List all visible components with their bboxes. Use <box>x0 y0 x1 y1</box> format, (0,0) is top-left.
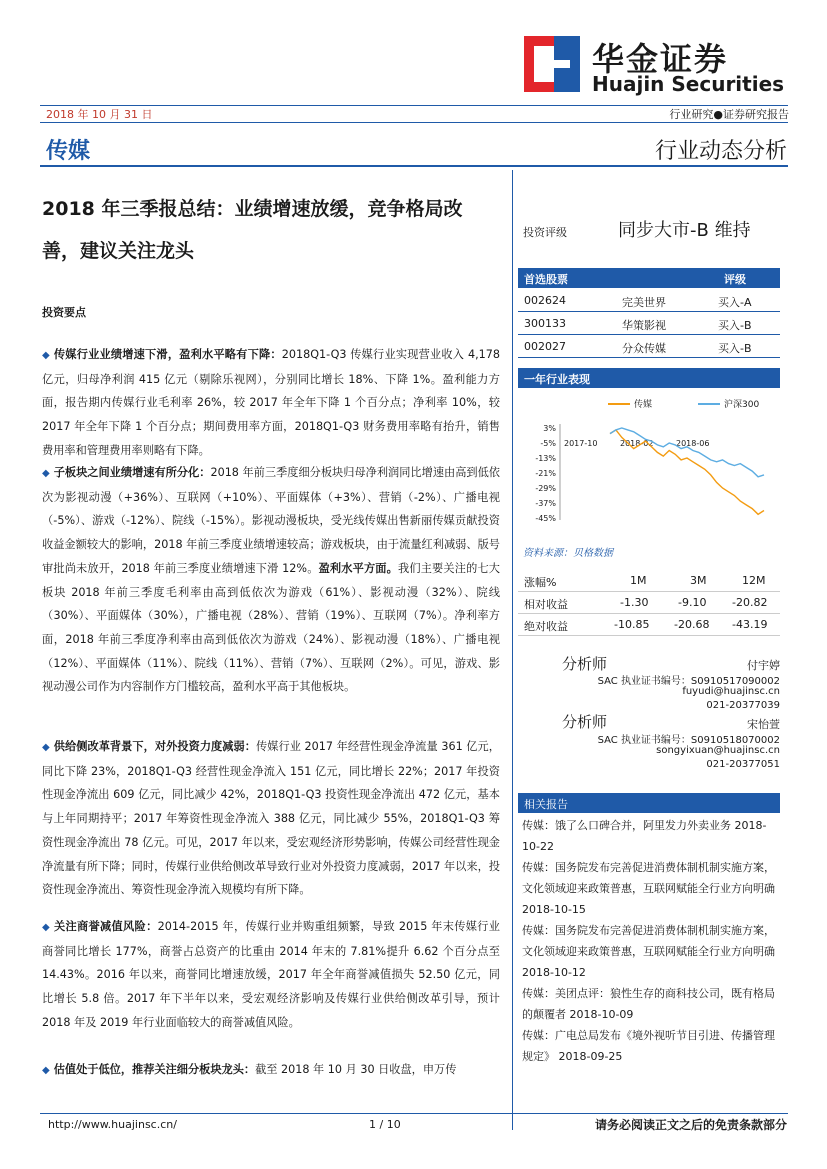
analyst-phone: 021-20377051 <box>706 759 780 770</box>
perf-value: -9.10 <box>678 596 707 609</box>
paragraph-3: ◆ 供给侧改革背景下，对外投资力度减弱：传媒行业 2017 年经营性现金净流量 361 亿元，同比下降 23%，2018Q1-Q3 经营性现金净流入 151 亿元，同比增长 22%；2017 年投资性现金净流出 609 亿元，同比减少 42%，2018Q1-Q3 投资性现金净流出 472 亿元，基本与上年同期持平；2017 年筹资性现金净流入 388 亿元，同比减少 55%，2018Q1-Q3 筹资性现金净流出 78 亿元。可见，2017 年以来，受宏观经济形势影响，传媒公司经营性现金净流量有所下降；同时，传媒行业供给侧改革导致行业对外投资力度减弱，2017 年以来，投资性现金净流出、筹资性现金净流入规模均有所下降。 <box>42 740 500 897</box>
report-title: 2018 年三季报总结：业绩增速放缓，竞争格局改善，建议关注龙头 <box>42 198 463 262</box>
y-tick-label: -13% <box>535 454 556 463</box>
sector-name: 传媒 <box>46 139 91 164</box>
paragraph-2: ◆ 子板块之间业绩增速有所分化：2018 年前三季度细分板块归母净利润同比增速由高到低依次为影视动漫（+36%）、互联网（+10%）、平面媒体（+3%）、营销（-2%）、广播电视（-5%）、游戏（-12%）、院线（-15%）。影视动漫板块，受光线传媒出售新丽传媒贡献投资收益金额较大的影响，2018 年前三季度业绩增速较高；游戏板块，由于流量红利减弱、版号审批尚未放开，2018 年前三季度业绩增速下滑 12%。盈利水平方面。我们主要关注的七大板块 2018 年前三季度毛利率由高到低依次为游戏（61%）、影视动漫（32%）、院线（30%）、平面媒体（30%），广播电视（28%）、营销（19%）、互联网（7%）。净利率方面，2018 年前三季度净利率由高到低依次为游戏（24%）、影视动漫（18%）、广播电视（12%）、平面媒体（11%）、院线（11%）、营销（7%）、互联网（2%）。可见，游戏、影视动漫公司作为内容制作方门槛较高，盈利水平高于其他板块。 <box>42 466 500 694</box>
chart-source: 资料来源：贝格数据 <box>523 548 613 559</box>
table-row <box>518 313 780 335</box>
related-header: 相关报告 <box>518 793 780 813</box>
perf-header-cell: 涨幅% <box>524 576 557 589</box>
pick-code: 002624 <box>524 294 566 307</box>
paragraph-5: ◆ 估值处于低位，推荐关注细分板块龙头：截至 2018 年 10 月 30 日收盘，申万传 <box>42 1063 457 1076</box>
y-tick-label: -37% <box>535 499 556 508</box>
perf-header: 一年行业表现 <box>518 368 780 388</box>
brand-name-cn: 华金证券 <box>592 40 729 78</box>
related-report-link[interactable]: 传媒：美团点评：狼性生存的商科技公司，既有格局的颠覆者 2018-10-09 <box>522 987 775 1021</box>
diamond-bullet-icon: ◆ <box>42 350 50 361</box>
picks-header <box>518 268 780 288</box>
footer-divider <box>40 1113 788 1114</box>
section-label: 投资要点 <box>42 306 86 319</box>
diamond-bullet-icon: ◆ <box>42 922 51 933</box>
pick-rating: 买入-A <box>718 296 752 309</box>
footer-url[interactable]: http://www.huajinsc.cn/ <box>48 1118 177 1131</box>
perf-table <box>518 570 780 636</box>
table-row <box>518 290 780 312</box>
y-tick-label: 3% <box>543 424 556 433</box>
analyst-name: 付宇婷 <box>747 659 780 672</box>
pick-rating: 买入-B <box>718 342 752 355</box>
y-tick-label: -5% <box>540 439 556 448</box>
table-row <box>518 336 780 358</box>
paragraph-1: ◆ 传媒行业业绩增速下滑，盈利水平略有下降：2018Q1-Q3 传媒行业实现营业收入 4,178 亿元，归母净利润 415 亿元（剔除乐视网），分别同比增长 18%、下降 1%。盈利能力方面，报告期内传媒行业毛利率 26%，较 2017 年全年下降 1 个百分点；净利率 10%，较 2017 年全年下降 1 个百分点；期间费用率方面，2018Q1-Q3 财务费用率略有抬升，销售费用率和管理费用率则略有下降。 <box>42 348 500 457</box>
analyst-email: songyixuan@huajinsc.cn <box>656 745 780 756</box>
related-report-link[interactable]: 传媒：饿了么口碑合并，阿里发力外卖业务 2018-10-22 <box>522 819 767 853</box>
footer-disclaimer: 请务必阅读正文之后的免责条款部分 <box>594 1118 787 1132</box>
pick-name: 华策影视 <box>622 319 666 332</box>
table-row <box>518 570 780 592</box>
series-line <box>610 428 764 477</box>
diamond-bullet-icon: ◆ <box>42 1065 50 1076</box>
performance-chart <box>518 392 780 532</box>
diamond-bullet-icon: ◆ <box>42 468 50 479</box>
related-report-link[interactable]: 传媒：国务院发布完善促进消费体制机制实施方案，文化领域迎来政策普惠，互联网赋能全行业方向明确 2018-10-12 <box>522 924 775 979</box>
perf-value: -20.68 <box>674 618 710 631</box>
analyst-title: 分析师 <box>562 713 608 731</box>
x-tick-label: 2018-02 <box>620 439 654 448</box>
legend-label: 沪深300 <box>724 400 760 410</box>
column-divider <box>512 170 513 1130</box>
related-list <box>522 815 780 1067</box>
x-tick-label: 2018-06 <box>676 439 710 448</box>
analyst-cert: SAC 执业证书编号：S0910518070002 <box>597 735 780 746</box>
legend-label: 传媒 <box>634 400 653 410</box>
analyst-phone: 021-20377039 <box>706 700 780 711</box>
perf-header-cell: 3M <box>690 574 707 587</box>
picks-header-stock: 首选股票 <box>524 273 568 286</box>
table-row <box>518 592 780 614</box>
y-tick-label: -29% <box>535 484 556 493</box>
analyst-cert: SAC 执业证书编号：S0910517090002 <box>597 676 780 687</box>
perf-value: -20.82 <box>732 596 768 609</box>
perf-header-cell: 1M <box>630 574 647 587</box>
related-report-link[interactable]: 传媒：国务院发布完善促进消费体制机制实施方案，文化领域迎来政策普惠，互联网赋能全行业方向明确 2018-10-15 <box>522 861 775 916</box>
logo-mark-icon <box>524 36 580 92</box>
perf-value: -43.19 <box>732 618 768 631</box>
analyst-email: fuyudi@huajinsc.cn <box>682 686 780 697</box>
y-tick-label: -45% <box>535 514 556 523</box>
perf-value: -1.30 <box>620 596 649 609</box>
perf-header-cell: 12M <box>742 574 766 587</box>
report-date: 2018 年 10 月 31 日 <box>46 108 153 121</box>
x-tick-label: 2017-10 <box>564 439 598 448</box>
pick-name: 分众传媒 <box>622 342 666 355</box>
pick-name: 完美世界 <box>622 296 666 309</box>
y-tick-label: -21% <box>535 469 556 478</box>
perf-label: 相对收益 <box>524 598 568 611</box>
pick-code: 002027 <box>524 340 566 353</box>
report-type: 行业动态分析 <box>654 139 787 164</box>
rating-value: 同步大市-B 维持 <box>618 220 751 241</box>
diamond-bullet-icon: ◆ <box>42 742 50 753</box>
table-row <box>518 614 780 636</box>
perf-label: 绝对收益 <box>524 620 568 633</box>
report-tag: 行业研究●证券研究报告 <box>669 108 789 121</box>
rating-label: 投资评级 <box>523 226 567 239</box>
perf-value: -10.85 <box>614 618 650 631</box>
analyst-name: 宋怡萱 <box>747 718 780 731</box>
page-number: 1 / 10 <box>369 1118 401 1131</box>
pick-code: 300133 <box>524 317 566 330</box>
pick-rating: 买入-B <box>718 319 752 332</box>
picks-header-rating: 评级 <box>724 273 746 286</box>
paragraph-4: ◆ 关注商誉减值风险：2014-2015 年，传媒行业并购重组频繁，导致 2015 年末传媒行业商誉同比增长 177%，商誉占总资产的比重由 2014 年末的 7.81%提升 6.62 个百分点至 14.43%。2016 年以来，商誉同比增速放缓，2017 年全年商誉减值损失 52.50 亿元，同比增长 5.8 倍。2017 年下半年以来，受宏观经济影响及传媒行业供给侧改革引导，预计 2018 年及 2019 年行业面临较大的商誉减值风险。 <box>42 920 500 1029</box>
brand-name-en: Huajin Securities <box>592 72 785 96</box>
analyst-title: 分析师 <box>562 655 608 673</box>
related-report-link[interactable]: 传媒：广电总局发布《境外视听节目引进、传播管理规定》 2018-09-25 <box>522 1029 775 1063</box>
